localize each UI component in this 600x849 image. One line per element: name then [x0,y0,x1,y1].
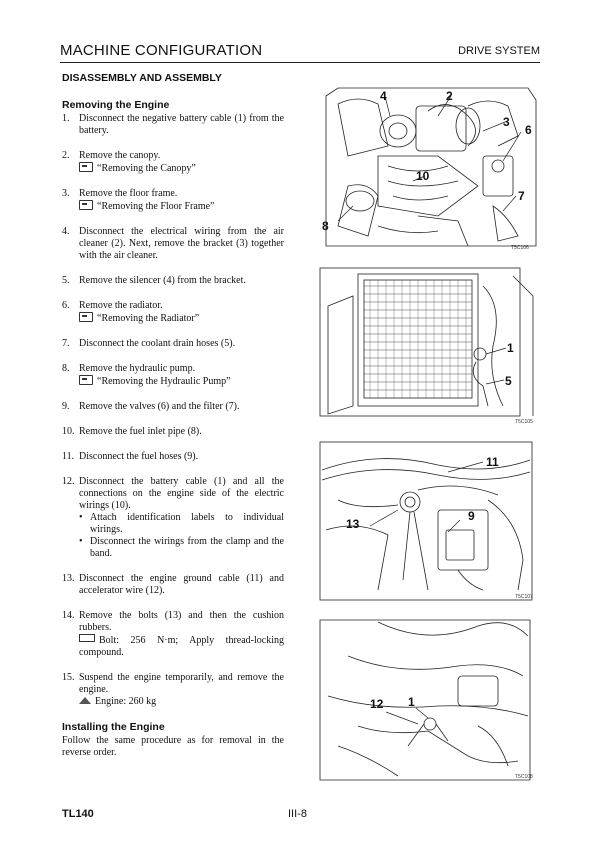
step-11 [62,451,284,463]
callout-8: 8 [322,219,329,233]
page-header [60,42,540,63]
step-number: 6. [62,300,70,311]
cross-reference [79,375,284,388]
step-14 [62,610,284,659]
step-9 [62,401,284,413]
step-number: 11. [62,451,75,462]
callout-12: 12 [370,697,384,711]
step-text: Disconnect the negative battery cable (1) from the battery. [79,113,284,136]
step-number: 5. [62,275,70,286]
cross-reference [79,312,284,325]
installing-text: Follow the same procedure as for removal in the reverse order. [62,735,284,758]
figure-code: T5C107 [515,594,533,600]
callout-1: 1 [507,341,514,355]
page-number: III-8 [288,808,307,820]
cross-reference [79,200,284,213]
figure-accelerator [318,616,540,784]
step-number: 2. [62,150,70,161]
wrench-icon [79,634,95,642]
bullet-item: • Disconnect the wirings from the clamp and the band. [79,536,284,560]
removal-steps [62,113,284,708]
step-number: 12. [62,476,75,487]
step-text: Remove the valves (6) and the filter (7). [79,401,240,412]
reference-text: “Removing the Canopy” [97,163,196,174]
step-5 [62,275,284,287]
step-number: 3. [62,188,70,199]
callout-9: 9 [468,509,475,523]
torque-spec-text: Bolt: 256 N·m; Apply thread-locking compound. [79,635,284,658]
step-number: 14. [62,610,75,621]
step-bullets [79,512,284,560]
step-15 [62,672,284,708]
radiator-illustration [318,266,540,428]
weight-icon [79,697,91,704]
reference-text: “Removing the Floor Frame” [97,201,215,212]
callout-1: 1 [408,695,415,709]
step-13 [62,573,284,597]
section-title: DISASSEMBLY AND ASSEMBLY [62,72,222,84]
torque-spec [79,634,284,659]
step-number: 1. [62,113,70,124]
step-number: 15. [62,672,75,683]
callout-11: 11 [486,455,499,469]
step-3 [62,188,284,213]
header-section-title: MACHINE CONFIGURATION [60,42,263,59]
callout-2: 2 [446,89,453,103]
text-column [62,72,284,759]
cross-reference [79,162,284,175]
accelerator-illustration [318,616,540,784]
reference-icon [79,312,93,322]
step-2 [62,150,284,175]
step-text: Remove the canopy. [79,150,161,161]
callout-5: 5 [505,374,512,388]
figure-radiator [318,266,540,428]
step-number: 9. [62,401,70,412]
figure-code: T5C106 [511,245,529,251]
step-6 [62,300,284,325]
step-text: Remove the bolts (13) and then the cushion rubbers. [79,610,284,633]
step-text: Remove the radiator. [79,300,163,311]
step-text: Disconnect the engine ground cable (11) and accelerator wire (12). [79,573,284,596]
step-text: Suspend the engine temporarily, and remove the engine. [79,672,284,695]
step-text: Disconnect the fuel hoses (9). [79,451,199,462]
step-4 [62,226,284,262]
header-chapter-title: DRIVE SYSTEM [458,45,540,57]
bullet-item: • Attach identification labels to individual wirings. [79,512,284,536]
callout-10: 10 [416,169,430,183]
step-number: 10. [62,426,75,437]
step-1 [62,113,284,137]
wiring-illustration [318,440,540,604]
figure-engine-top [318,86,540,254]
callout-7: 7 [518,189,525,203]
figure-code: T5C108 [515,774,533,780]
reference-icon [79,200,93,210]
step-text: Disconnect the coolant drain hoses (5). [79,338,236,349]
step-number: 7. [62,338,70,349]
step-number: 13. [62,573,75,584]
step-number: 8. [62,363,70,374]
reference-icon [79,162,93,172]
step-12 [62,476,284,560]
figure-code: T5C105 [515,419,533,425]
step-10 [62,426,284,438]
step-text: Remove the floor frame. [79,188,178,199]
weight-spec [79,696,284,708]
step-text: Disconnect the electrical wiring from the air cleaner (2). Next, remove the bracket (3) together with the air cleaner. [79,226,284,261]
callout-3: 3 [503,115,510,129]
reference-text: “Removing the Hydraulic Pump” [97,376,231,387]
step-text: Remove the fuel inlet pipe (8). [79,426,202,437]
footer-model: TL140 [62,808,94,820]
engine-top-illustration [318,86,540,254]
figure-wiring [318,440,540,604]
installing-title: Installing the Engine [62,721,165,733]
callout-6: 6 [525,123,532,137]
step-8 [62,363,284,388]
step-7 [62,338,284,350]
step-number: 4. [62,226,70,237]
step-text: Remove the silencer (4) from the bracket. [79,275,246,286]
weight-spec-text: Engine: 260 kg [95,696,157,707]
reference-text: “Removing the Radiator” [97,313,200,324]
removing-title: Removing the Engine [62,99,170,111]
callout-13: 13 [346,517,360,531]
step-text: Remove the hydraulic pump. [79,363,196,374]
step-text: Disconnect the battery cable (1) and all the connections on the engine side of the electric wirings (10). [79,476,284,511]
reference-icon [79,375,93,385]
callout-4: 4 [380,89,387,103]
